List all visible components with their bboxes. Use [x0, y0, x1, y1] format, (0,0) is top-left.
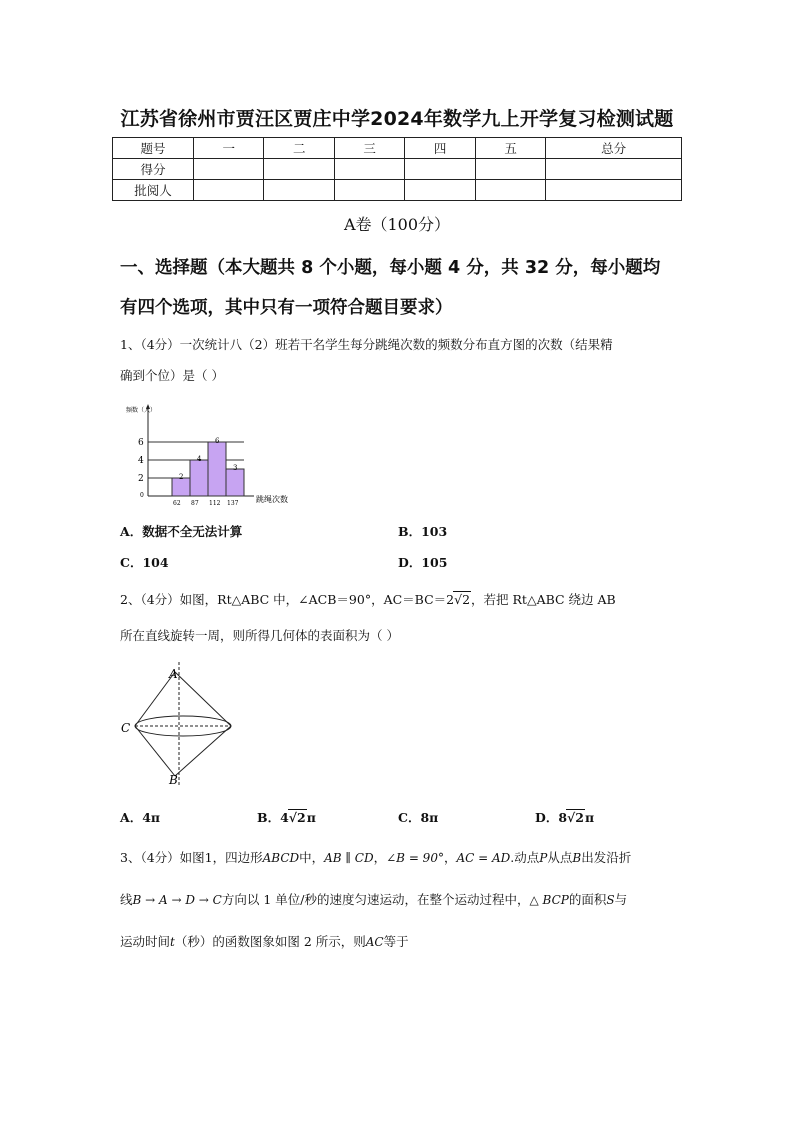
section-heading-line1: 一、选择题（本大题共 8 个小题，每小题 4 分，共 32 分，每小题均: [120, 258, 661, 278]
q3-text: .动点: [510, 850, 540, 865]
q3-text: 从点: [547, 850, 573, 865]
q2-text: 2、（4分）如图，Rt△ABC 中，∠ACB＝90°，AC＝BC＝2: [120, 592, 455, 607]
q2-option-c[interactable]: C．8π: [398, 810, 439, 825]
question-3-line1: [120, 848, 631, 866]
table-cell: 批阅人: [113, 180, 194, 201]
question-1-line2: 确到个位）是（ ）: [120, 368, 224, 383]
empty-cell: [546, 159, 682, 180]
option-text: B．4: [257, 810, 289, 825]
q2-option-d[interactable]: [535, 808, 594, 826]
bar-value-label: 2: [179, 473, 184, 481]
empty-cell: [405, 180, 475, 201]
q3-text: 与: [614, 892, 628, 907]
option-text: π: [584, 810, 595, 825]
y-tick-label: 2: [138, 474, 144, 484]
math-t: t: [170, 935, 175, 949]
empty-cell: [264, 159, 334, 180]
empty-cell: [334, 159, 404, 180]
histogram-bar: [226, 469, 244, 496]
q3-text: 中，: [299, 850, 325, 865]
ellipse-back: [135, 716, 231, 726]
edge-cb: [135, 726, 175, 776]
q3-text: 出发沿折: [581, 850, 632, 865]
math-equal: AC = AD: [456, 851, 511, 865]
q3-text: 的面积: [568, 892, 607, 907]
q3-text: 线: [120, 892, 133, 907]
q2-option-a[interactable]: A．4π: [120, 810, 161, 825]
histogram-bar: [208, 442, 226, 496]
label-b: B: [169, 773, 178, 787]
q3-text: ，: [443, 850, 457, 865]
sqrt-radicand: 2: [462, 592, 471, 607]
volume-label: A卷（100分）: [343, 215, 451, 234]
math-abcd: ABCD: [262, 851, 300, 865]
q3-text: 运动时间: [120, 934, 171, 949]
histogram-chart: [120, 400, 320, 506]
origin-label: 0: [140, 492, 144, 499]
label-c: C: [121, 721, 131, 735]
math-angle: ∠B = 90°: [386, 851, 444, 865]
rotation-figure: [118, 660, 248, 790]
table-cell: 一: [194, 138, 264, 159]
score-table-header-row: [113, 138, 682, 159]
sqrt-radicand: 2: [296, 810, 306, 825]
table-cell: 得分: [113, 159, 194, 180]
ellipse-front: [135, 726, 231, 736]
question-2-line2: 所在直线旋转一周，则所得几何体的表面积为（ ）: [120, 628, 399, 643]
q3-text: 等于: [383, 934, 409, 949]
table-cell: 四: [405, 138, 475, 159]
q2-option-b[interactable]: [257, 808, 316, 826]
q1-option-c[interactable]: C．104: [120, 555, 169, 570]
exam-title: 江苏省徐州市贾汪区贾庄中学2024年数学九上开学复习检测试题: [120, 108, 674, 130]
score-table: [112, 137, 682, 201]
x-tick-label: 62: [173, 500, 181, 506]
empty-cell: [194, 159, 264, 180]
empty-cell: [475, 180, 545, 201]
bar-value-label: 3: [233, 464, 238, 472]
math-ac: AC: [365, 935, 384, 949]
table-cell: 三: [334, 138, 404, 159]
q3-text: 方向以 1 单位/秒的速度匀速运动，在整个运动过程中，: [221, 892, 530, 907]
empty-cell: [264, 180, 334, 201]
q3-text: ，: [373, 850, 387, 865]
empty-cell: [405, 159, 475, 180]
empty-cell: [546, 180, 682, 201]
table-cell: 二: [264, 138, 334, 159]
question-3-line3: [120, 932, 409, 950]
q1-option-b[interactable]: B．103: [398, 524, 448, 539]
y-axis-label: 频数（人）: [126, 407, 157, 414]
empty-cell: [475, 159, 545, 180]
score-table-row: [113, 159, 682, 180]
x-tick-label: 87: [191, 500, 199, 506]
x-axis-label: 跳绳次数: [256, 495, 288, 504]
math-path: B → A → D → C: [132, 893, 222, 907]
edge-a-right: [175, 672, 231, 726]
option-text: π: [306, 810, 316, 825]
empty-cell: [334, 180, 404, 201]
question-1-line1: 1、（4分）一次统计八（2）班若干名学生每分跳绳次数的频数分布直方图的次数（结果精: [120, 337, 613, 352]
math-parallel: AB ∥ CD: [324, 851, 374, 865]
bar-value-label: 4: [197, 455, 202, 463]
math-triangle: △ BCP: [529, 893, 569, 907]
option-text: D．8: [535, 810, 568, 825]
sqrt-symbol: √2: [454, 592, 471, 607]
sqrt-symbol: √2: [567, 810, 584, 825]
math-s: S: [606, 893, 615, 907]
x-tick-label: 137: [227, 500, 239, 506]
empty-cell: [194, 180, 264, 201]
q3-text: 3、（4分）如图1，四边形: [120, 850, 263, 865]
histogram-bar: [190, 460, 208, 496]
math-p: P: [539, 851, 548, 865]
section-heading-line2: 有四个选项，其中只有一项符合题目要求）: [120, 298, 453, 318]
y-tick-label: 4: [138, 456, 144, 466]
table-cell: 题号: [113, 138, 194, 159]
label-a: A: [169, 667, 178, 681]
q3-text: （秒）的函数图象如图 2 所示，则: [174, 934, 366, 949]
question-3-line2: [120, 890, 627, 908]
edge-b-right: [175, 726, 231, 776]
score-table-row: [113, 180, 682, 201]
y-tick-label: 6: [138, 438, 144, 448]
bar-value-label: 6: [215, 437, 220, 445]
math-b: B: [572, 851, 582, 865]
table-cell: 五: [475, 138, 545, 159]
q1-option-d[interactable]: D．105: [398, 555, 448, 570]
sqrt-radicand: 2: [575, 810, 584, 825]
q1-option-a[interactable]: A．数据不全无法计算: [120, 524, 243, 539]
sqrt-symbol: √2: [288, 810, 306, 825]
q2-text: ，若把 Rt△ABC 绕边 AB: [471, 592, 616, 607]
table-cell: 总分: [546, 138, 682, 159]
x-tick-label: 112: [209, 500, 221, 506]
question-2-line1: [120, 590, 616, 608]
